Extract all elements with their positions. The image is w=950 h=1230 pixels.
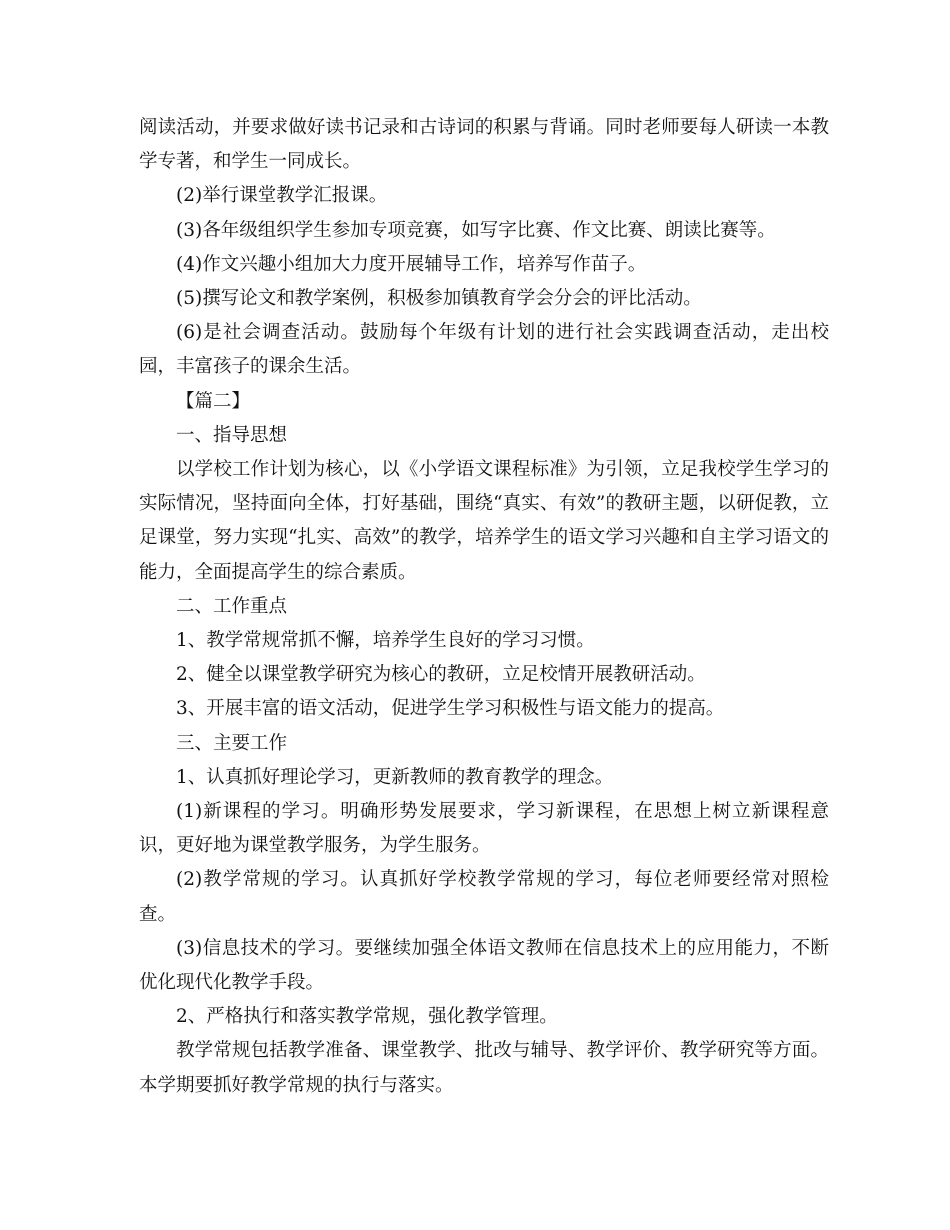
list-item-focus-3: 3、开展丰富的语文活动，促进学生学习积极性与语文能力的提高。 bbox=[176, 698, 725, 720]
paragraph-continuation: 阅读活动，并要求做好读书记录和古诗词的积累与背诵。同时老师要每人研读一本教学专著，和学生一同成长。 bbox=[139, 117, 829, 173]
sub-item-new-curriculum: (1)新课程的学习。明确形势发展要求，学习新课程，在思想上树立新课程意识，更好地为课堂教学服务，为学生服务。 bbox=[139, 801, 829, 857]
document-body bbox=[139, 111, 829, 1103]
heading-guiding-ideology: 一、指导思想 bbox=[176, 424, 288, 446]
section-marker: 【篇二】 bbox=[176, 390, 251, 412]
paragraph-item-6: (6)是社会调查活动。鼓励每个年级有计划的进行社会实践调查活动，走出校园，丰富孩子的课余生活。 bbox=[139, 322, 829, 378]
list-item-focus-1: 1、教学常规常抓不懈，培养学生良好的学习习惯。 bbox=[176, 630, 595, 652]
paragraph-item-2: (2)举行课堂教学汇报课。 bbox=[176, 185, 388, 207]
paragraph-guiding-ideology: 以学校工作计划为核心，以《小学语文课程标准》为引领，立足我校学生学习的实际情况，坚持面向全体，打好基础，围绕“真实、有效”的教研主题，以研促教，立足课堂，努力实现“扎实、高效”的教学，培养学生的语文学习兴趣和自主学习语文的能力，全面提高学生的综合素质。 bbox=[139, 459, 829, 583]
paragraph-teaching-routine: 教学常规包括教学准备、课堂教学、批改与辅导、教学评价、教学研究等方面。本学期要抓好教学常规的执行与落实。 bbox=[139, 1040, 829, 1096]
sub-item-teaching-routine: (2)教学常规的学习。认真抓好学校教学常规的学习，每位老师要经常对照检查。 bbox=[139, 869, 829, 925]
heading-main-work: 三、主要工作 bbox=[176, 732, 288, 754]
paragraph-item-4: (4)作文兴趣小组加大力度开展辅导工作，培养写作苗子。 bbox=[176, 253, 647, 275]
heading-work-focus: 二、工作重点 bbox=[176, 595, 288, 617]
paragraph-item-5: (5)撰写论文和教学案例，积极参加镇教育学会分会的评比活动。 bbox=[176, 288, 702, 310]
list-item-work-1: 1、认真抓好理论学习，更新教师的教育教学的理念。 bbox=[176, 766, 614, 788]
list-item-work-2: 2、严格执行和落实教学常规，强化教学管理。 bbox=[176, 1006, 558, 1028]
list-item-focus-2: 2、健全以课堂教学研究为核心的教研，立足校情开展教研活动。 bbox=[176, 664, 706, 686]
paragraph-item-3: (3)各年级组织学生参加专项竞赛，如写字比赛、作文比赛、朗读比赛等。 bbox=[176, 219, 776, 241]
sub-item-info-tech: (3)信息技术的学习。要继续加强全体语文教师在信息技术上的应用能力，不断优化现代化教学手段。 bbox=[139, 937, 829, 994]
